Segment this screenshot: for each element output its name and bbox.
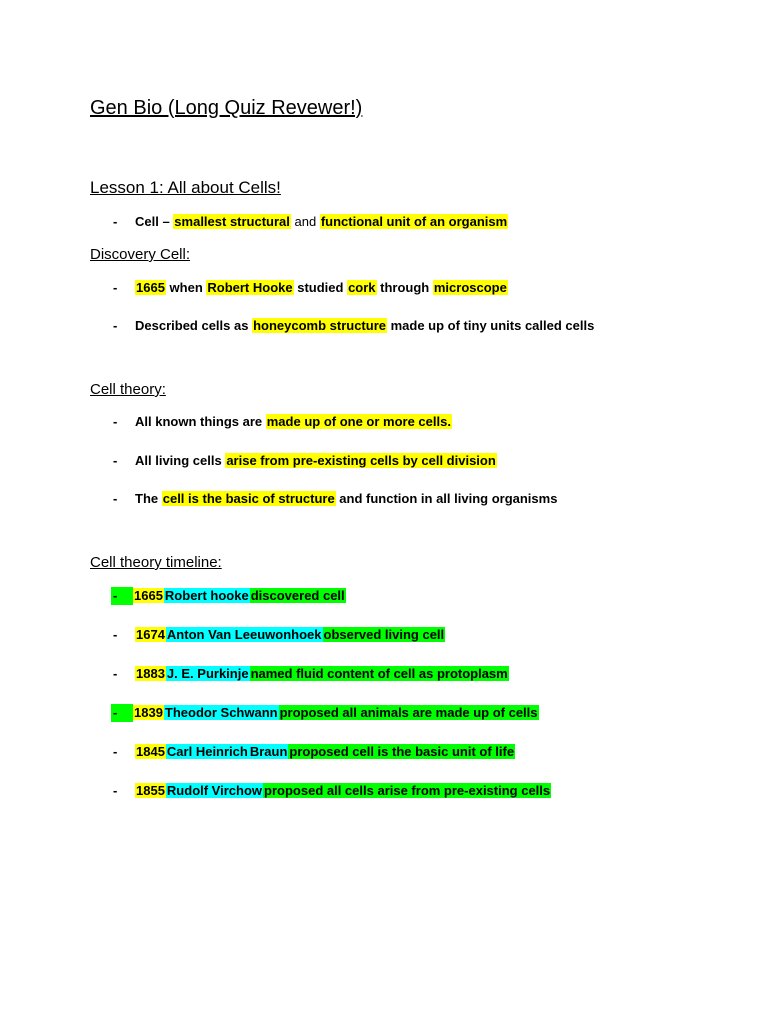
- list-text: All living cells: [135, 453, 226, 468]
- highlighted-text: discovered cell: [250, 588, 345, 603]
- list-text: through: [376, 280, 433, 295]
- highlighted-text: cork: [348, 280, 376, 295]
- timeline-list-item: [113, 704, 539, 722]
- highlighted-text: honeycomb structure: [253, 318, 386, 333]
- highlighted-text: functional unit of an organism: [320, 214, 508, 229]
- highlighted-text: microscope: [433, 280, 507, 295]
- list-text: Described cells as: [135, 318, 253, 333]
- discovery-heading: Discovery Cell:: [90, 246, 191, 263]
- bullet-dash: -: [111, 587, 133, 605]
- bullet-dash: -: [113, 318, 118, 333]
- highlighted-text: proposed all animals are made up of cells: [279, 705, 538, 720]
- highlighted-text: 1665: [134, 588, 163, 603]
- list-text: made up of tiny units called cells: [387, 318, 595, 333]
- bullet-dash: -: [111, 704, 133, 722]
- highlighted-text: arise from pre-existing cells by cell division: [226, 453, 496, 468]
- list-text: studied: [293, 280, 348, 295]
- highlighted-text: proposed all cells arise from pre-existing cells: [264, 783, 551, 798]
- highlighted-text: 1665: [136, 280, 165, 295]
- highlighted-text: made up of one or more cells.: [266, 414, 451, 429]
- discovery-list-item: [113, 317, 594, 335]
- list-text: and: [290, 214, 320, 229]
- bullet-dash: -: [113, 453, 118, 468]
- list-text: The: [135, 491, 162, 506]
- timeline-list-item: [113, 665, 509, 683]
- document-title: Gen Bio (Long Quiz Revewer!): [90, 97, 363, 119]
- timeline-heading: Cell theory timeline:: [90, 554, 222, 571]
- timeline-list-item: [113, 626, 445, 644]
- highlighted-text: Rudolf Virchow: [166, 783, 263, 798]
- bullet-dash: -: [113, 491, 118, 506]
- highlighted-text: 1855: [136, 783, 165, 798]
- lesson1-list-item: [113, 213, 508, 231]
- highlighted-text: proposed cell is the basic unit of life: [289, 744, 515, 759]
- discovery-list-item: [113, 279, 508, 297]
- list-text: All known things are: [135, 414, 266, 429]
- timeline-list-item: [113, 587, 346, 605]
- highlighted-text: Robert Hooke: [207, 280, 293, 295]
- highlighted-text: Robert hooke: [164, 588, 249, 603]
- list-text: and function in all living organisms: [335, 491, 558, 506]
- list-text: when: [165, 280, 207, 295]
- highlighted-text: 1674: [136, 627, 165, 642]
- bullet-dash: -: [113, 744, 118, 759]
- highlighted-text: named fluid content of cell as protoplasm: [250, 666, 508, 681]
- bullet-dash: -: [113, 627, 118, 642]
- cell-theory-list-item: [113, 490, 557, 508]
- highlighted-text: Braun: [249, 744, 288, 759]
- highlighted-text: smallest structural: [174, 214, 290, 229]
- list-text: Cell –: [135, 214, 174, 229]
- highlighted-text: 1845: [136, 744, 165, 759]
- highlighted-text: Theodor Schwann: [164, 705, 278, 720]
- highlighted-text: 1883: [136, 666, 165, 681]
- bullet-dash: -: [113, 783, 118, 798]
- bullet-dash: -: [113, 214, 118, 229]
- lesson1-heading: Lesson 1: All about Cells!: [90, 178, 281, 197]
- bullet-dash: -: [113, 280, 118, 295]
- highlighted-text: 1839: [134, 705, 163, 720]
- cell-theory-list-item: [113, 452, 497, 470]
- highlighted-text: Anton Van Leeuwonhoek: [166, 627, 322, 642]
- highlighted-text: Carl Heinrich: [166, 744, 248, 759]
- timeline-list-item: [113, 743, 515, 761]
- cell-theory-list-item: [113, 413, 452, 431]
- bullet-dash: -: [113, 414, 118, 429]
- highlighted-text: J. E. Purkinje: [166, 666, 249, 681]
- cell-theory-heading: Cell theory:: [90, 381, 166, 398]
- timeline-list-item: [113, 782, 551, 800]
- highlighted-text: cell is the basic of structure: [162, 491, 335, 506]
- bullet-dash: -: [113, 666, 118, 681]
- highlighted-text: observed living cell: [323, 627, 445, 642]
